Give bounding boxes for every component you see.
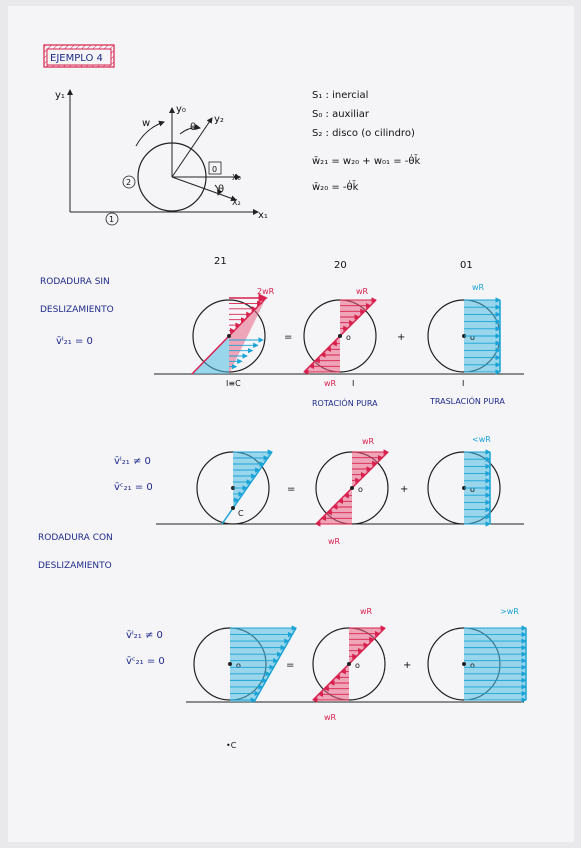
section3-top-01: >wR: [500, 607, 519, 616]
section1-bottom-20-wr: wR: [324, 379, 337, 388]
section3-center-20: o: [355, 661, 360, 670]
column-header-01: 01: [460, 260, 473, 271]
section1-top-01: wR: [472, 283, 485, 292]
y2-label: y₂: [214, 114, 224, 125]
equation-w21: w̄₂₁ = w₂₀ + w₀₁ = -θ̇k̄: [312, 156, 421, 167]
section1-top-21: 2wR: [257, 287, 275, 296]
section1-bottom-20-i: I: [352, 379, 355, 388]
section3-side-line1: RODADURA CON: [38, 533, 113, 543]
section3-equals: =: [286, 660, 295, 671]
section1-equals: =: [284, 332, 293, 343]
omega-label: w: [142, 118, 151, 129]
section2-center-20: o: [358, 485, 363, 494]
section1-center-20: o: [346, 333, 351, 342]
section3-center-21: o: [236, 661, 241, 670]
section3-bottom-20: wR: [324, 713, 337, 722]
section1-bottom-01-i: I: [462, 379, 465, 388]
section3-center-01: o: [470, 661, 475, 670]
section2-c-label: C: [238, 509, 244, 518]
section2-bottom-20: wR: [328, 537, 341, 546]
section1-center-01: o: [470, 333, 475, 342]
definition-s0: S₀ : auxiliar: [312, 109, 370, 120]
section1-bottom-21: I≡C: [226, 379, 241, 388]
title-text: EJEMPLO 4: [50, 53, 103, 64]
x2-label: X₂: [232, 198, 241, 207]
section2-plus: +: [400, 484, 409, 495]
definition-s1: S₁ : inercial: [312, 90, 369, 101]
paper-sheet: [8, 6, 574, 842]
section1-label-line2: DESLIZAMIENTO: [40, 305, 114, 315]
section2-top-20: wR: [362, 437, 375, 446]
section3-side-line2: DESLIZAMIENTO: [38, 561, 112, 571]
section3-condition2: v̄ᶜ₂₁ = 0: [126, 656, 165, 667]
section3-top-20: wR: [360, 607, 373, 616]
section2-equals: =: [287, 484, 296, 495]
theta-bottom-label: θ: [218, 184, 225, 195]
section3-plus: +: [403, 660, 412, 671]
section2-top-01: <wR: [472, 435, 491, 444]
section2-condition1: v̄ᴵ₂₁ ≠ 0: [114, 456, 151, 467]
column-header-20: 20: [334, 260, 347, 271]
frame-1-label: 1: [109, 215, 115, 224]
frame-2-label: 2: [126, 178, 132, 187]
equation-w20: w̄₂₀ = -θ̇k̄: [312, 182, 359, 193]
section3-c-label: •C: [226, 741, 237, 750]
column-header-21: 21: [214, 256, 227, 267]
section1-condition: v̄ᴵ₂₁ = 0: [56, 336, 93, 347]
section2-center-01: o: [470, 485, 475, 494]
title-box: [44, 45, 114, 67]
section1-caption-20: ROTACIÓN PURA: [312, 399, 378, 408]
theta-top-label: θ: [190, 122, 197, 133]
x0-label: X₀: [232, 173, 241, 182]
section1-plus: +: [397, 332, 406, 343]
section3-condition1: v̄ᴵ₂₁ ≠ 0: [126, 630, 163, 641]
frame-0-label: 0: [212, 165, 218, 174]
axis-x-label: x₁: [258, 210, 268, 221]
section1-label-line1: RODADURA SIN: [40, 277, 110, 287]
section1-caption-01: TRASLACIÓN PURA: [430, 397, 505, 406]
y0-label: y₀: [176, 104, 186, 115]
axis-y-label: y₁: [55, 90, 65, 101]
definition-s2: S₂ : disco (o cilindro): [312, 128, 415, 139]
section1-top-20: wR: [356, 287, 369, 296]
section2-condition2: v̄ᶜ₂₁ = 0: [114, 482, 153, 493]
